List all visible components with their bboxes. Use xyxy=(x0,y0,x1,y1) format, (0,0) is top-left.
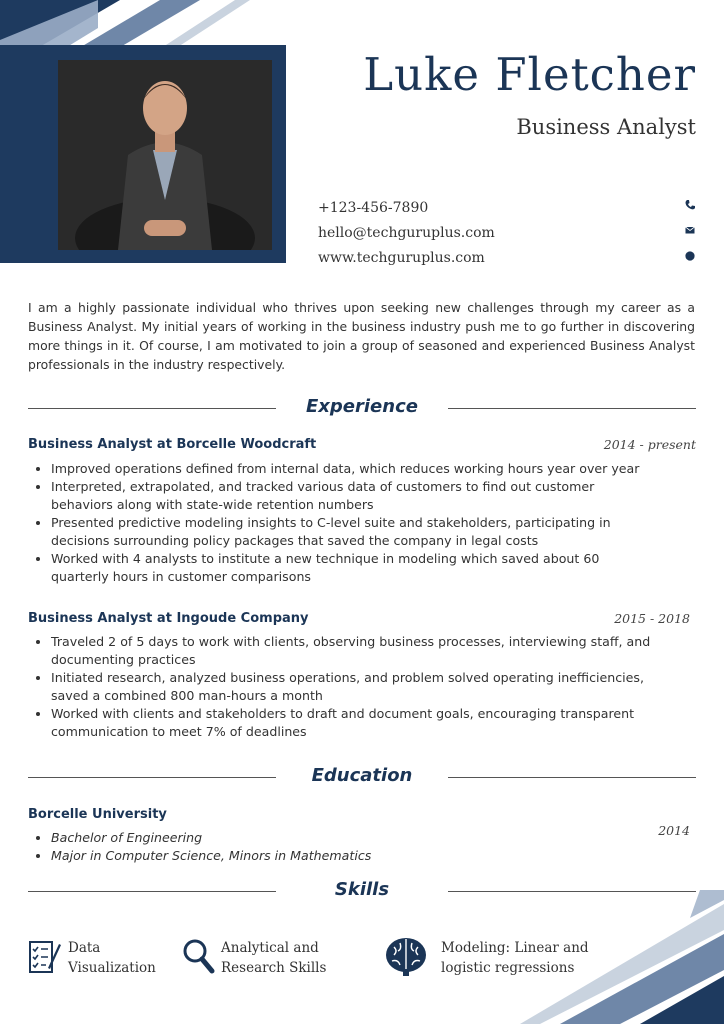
divider-line xyxy=(28,408,276,409)
school-name: Borcelle University xyxy=(28,807,167,822)
mail-icon xyxy=(684,224,696,236)
profile-photo xyxy=(58,60,272,250)
candidate-role: Business Analyst xyxy=(516,115,696,139)
website-text: www.techguruplus.com xyxy=(318,250,485,266)
job-bullet: • Worked with 4 analysts to institute a new technique in modeling which saved about 60 quarterly hours in customer comparisons xyxy=(51,550,651,586)
job-dates: 2015 - 2018 xyxy=(614,611,690,626)
skill-label-line2: logistic regressions xyxy=(441,960,575,976)
phone-icon xyxy=(684,199,696,211)
job-bullets xyxy=(29,633,671,741)
job-bullets xyxy=(29,460,651,586)
job-title: Business Analyst at Ingoude Company xyxy=(28,611,309,626)
skill-label-line1: Modeling: Linear and xyxy=(441,940,589,956)
skills-heading: Skills xyxy=(334,879,390,900)
checklist-icon xyxy=(28,938,62,974)
education-items xyxy=(29,829,551,865)
skill-label-line2: Visualization xyxy=(68,960,156,976)
job-bullet: • Traveled 2 of 5 days to work with clients, observing business processes, interviewing staff, and documenting practices xyxy=(51,633,671,669)
job-bullet: • Improved operations defined from internal data, which reduces working hours year over year xyxy=(51,460,651,478)
education-item: • Bachelor of Engineering xyxy=(51,829,551,847)
profile-summary: I am a highly passionate individual who thrives upon seeking new challenges through my career as a Business Analyst. My initial years of working in the business industry push me to go further in discovering more things in it. Of course, I am motivated to join a group of seasoned and experienced Business Analyst professionals in the industry respectively. xyxy=(28,300,695,372)
education-year: 2014 xyxy=(658,823,690,838)
skill-item xyxy=(221,938,326,978)
education-item: • Major in Computer Science, Minors in Mathematics xyxy=(51,847,551,865)
divider-line xyxy=(448,408,696,409)
job-bullet: • Presented predictive modeling insights to C-level suite and stakeholders, participating in decisions surrounding policy packages that saved the company in legal costs xyxy=(51,514,651,550)
job-dates: 2014 - present xyxy=(603,437,696,452)
experience-heading: Experience xyxy=(306,396,418,417)
skill-label-line2: Research Skills xyxy=(221,960,327,976)
magnifier-icon xyxy=(182,938,216,974)
email-text: hello@techguruplus.com xyxy=(318,225,495,241)
skill-label-line1: Analytical and xyxy=(221,940,319,956)
corner-decoration-bottom xyxy=(520,890,724,1024)
candidate-name: Luke Fletcher xyxy=(363,48,696,101)
phone-text: +123-456-7890 xyxy=(318,200,429,216)
skill-item xyxy=(68,938,156,978)
job-bullet: • Interpreted, extrapolated, and tracked various data of customers to find out customer behaviors along with state-wide retention numbers xyxy=(51,478,651,514)
skill-label-line1: Data xyxy=(68,940,101,956)
job-title: Business Analyst at Borcelle Woodcraft xyxy=(28,437,317,452)
job-bullet: • Initiated research, analyzed business operations, and problem solved operating inefficiencies, saved a combined 800 man-hours a month xyxy=(51,669,671,705)
education-heading: Education xyxy=(311,765,413,786)
divider-line xyxy=(28,891,276,892)
divider-line xyxy=(448,777,696,778)
divider-line xyxy=(28,777,276,778)
brain-icon xyxy=(384,935,428,977)
job-bullet: • Worked with clients and stakeholders to draft and document goals, encouraging transparent communication to meet 7% of deadlines xyxy=(51,705,671,741)
globe-icon xyxy=(684,250,696,262)
